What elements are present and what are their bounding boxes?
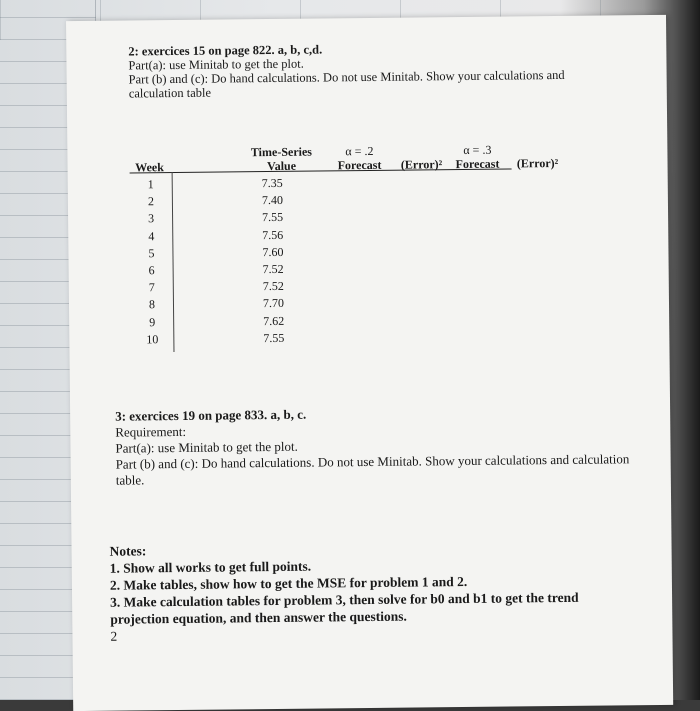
- value-cell: 7.60: [262, 244, 284, 259]
- value-column: [250, 175, 314, 348]
- week-cell: 6: [148, 263, 155, 278]
- problem-3-title: 3: exercices 19 on page 833. a, b, c.: [115, 406, 307, 424]
- week-cell: 5: [148, 245, 155, 261]
- header-time-series: Time-Series: [250, 144, 313, 160]
- value-cell: 7.62: [263, 313, 285, 328]
- header-alpha-02: α = .2: [345, 143, 374, 159]
- value-cell: 7.56: [262, 227, 284, 242]
- note-1: 1. Show all works to get full points.: [109, 558, 312, 576]
- week-cell: 2: [147, 194, 154, 209]
- value-cell: 7.35: [261, 175, 283, 191]
- header-week: Week: [135, 160, 164, 175]
- notes-title: Notes:: [109, 543, 147, 559]
- header-forecast-2: Forecast: [455, 156, 500, 172]
- problem-3-section: [115, 403, 656, 489]
- header-value: Value: [267, 158, 297, 174]
- problem-2-part-bc: Part (b) and (c): Do hand calculations. Do not use Minitab. Show your calculations and calculation table: [128, 67, 565, 101]
- week-cell: 7: [148, 280, 155, 295]
- week-cell: 4: [148, 228, 155, 243]
- note-2: 2. Make tables, show how to get the MSE for problem 1 and 2.: [109, 573, 468, 593]
- value-cell: 7.55: [263, 330, 285, 345]
- value-cell: 7.70: [262, 296, 285, 311]
- note-3: 3. Make calculation tables for problem 3, then solve for b0 and b1 to get the trend projection equation, and then answer the questions.: [110, 589, 579, 627]
- header-error-1: (Error)²: [400, 157, 443, 172]
- value-cell: 7.52: [262, 279, 284, 294]
- header-forecast-1: Forecast: [337, 157, 382, 173]
- value-cell: 7.40: [261, 193, 283, 208]
- data-table: [129, 129, 559, 347]
- problem-2-title: 2: exercices 15 on page 822. a, b, c,d.: [128, 42, 323, 59]
- notes-section: [109, 537, 670, 645]
- header-error-2: (Error)²: [516, 155, 559, 171]
- printed-page: [66, 15, 673, 711]
- page-number: 2: [110, 628, 118, 644]
- week-column-divider: [172, 172, 175, 352]
- week-cell: 1: [147, 177, 154, 192]
- problem-2-part-a: Part(a): use Minitab to get the plot.: [128, 56, 304, 73]
- week-cell: 8: [148, 297, 156, 312]
- week-cell: 9: [149, 314, 156, 329]
- problem-2-section: [128, 39, 629, 100]
- problem-3-requirement: Requirement:: [115, 423, 187, 440]
- problem-3-part-a: Part(a): use Minitab to get the plot.: [115, 438, 298, 456]
- value-cell: 7.55: [262, 210, 284, 225]
- week-cell: 10: [146, 331, 159, 347]
- problem-3-part-bc: Part (b) and (c): Do hand calculations. Do not use Minitab. Show your calculations and calculation table.: [115, 451, 630, 488]
- header-alpha-03: α = .3: [463, 142, 492, 157]
- week-column: [132, 176, 172, 348]
- value-cell: 7.52: [262, 261, 284, 277]
- week-cell: 3: [148, 211, 155, 226]
